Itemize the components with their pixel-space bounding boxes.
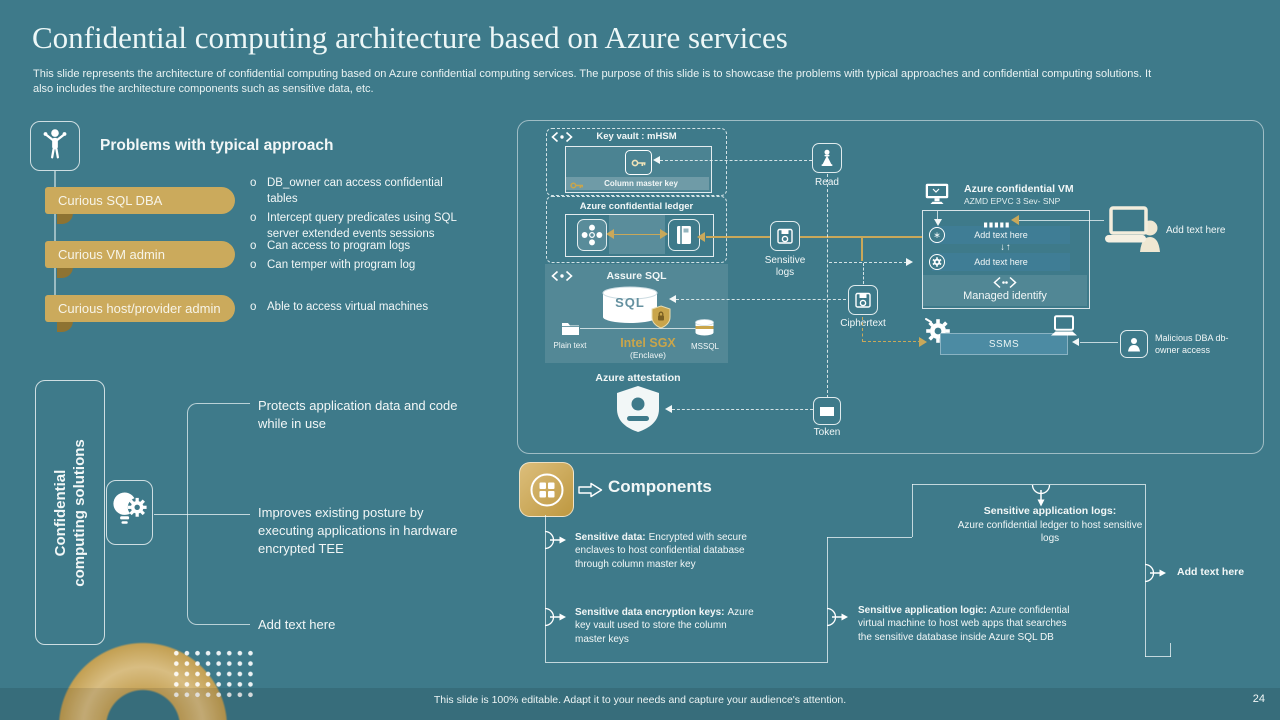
- connector-line: [613, 234, 663, 236]
- vm-service-icon: ∗: [929, 227, 945, 243]
- problems-icon-box: [30, 121, 80, 171]
- sql-label: SQL: [615, 295, 645, 310]
- solution-item: Improves existing posture by executing applications in hardware encrypted TEE: [258, 505, 458, 556]
- ribbon-fold: [57, 321, 73, 332]
- bulb-gear-icon: [109, 484, 151, 541]
- component-lead: Sensitive data:: [575, 532, 646, 543]
- branch-connector: [825, 607, 851, 632]
- vm-title: Azure confidential VM: [964, 183, 1074, 195]
- token-label: Token: [813, 427, 841, 438]
- component-text: Azure key vault used to store the column master keys: [575, 607, 754, 645]
- footer-note: This slide is 100% editable. Adapt it to your needs and capture your audience's attention.: [433, 694, 847, 706]
- assure-sql-title: Assure SQL: [606, 270, 667, 282]
- attestation-title: Azure attestation: [595, 372, 681, 384]
- managed-identity-label: Managed identify: [963, 290, 1047, 302]
- component-text: Azure confidential virtual machine to host web apps that searches the sensitive database inside Azure SQL DB: [858, 605, 1070, 643]
- connector-line: [1014, 220, 1104, 221]
- shield-lock-icon: [651, 305, 671, 334]
- key-button-icon: [625, 150, 652, 175]
- component-item: [858, 604, 1076, 644]
- component-text: Encrypted with secure enclaves to host confidential database through column master key: [575, 532, 747, 570]
- connector-line: [863, 263, 864, 284]
- connector-line: [863, 341, 921, 342]
- connector-line: [580, 328, 696, 329]
- updown-arrows-icon: ↓↑: [1000, 242, 1012, 253]
- connector-line: [912, 484, 913, 537]
- folder-icon: [561, 320, 580, 341]
- problem-points-group: [250, 239, 472, 274]
- branch-connector: [543, 530, 569, 555]
- ciphertext-icon: [848, 285, 878, 315]
- connector-line: [829, 262, 907, 263]
- list-item: [250, 211, 472, 243]
- column-master-key-label: Column master key: [604, 179, 678, 188]
- arrowhead-right: [660, 229, 668, 239]
- problem-pill-host-admin: Curious host/provider admin: [45, 295, 235, 322]
- component-item: [575, 531, 765, 571]
- list-item: [250, 300, 472, 316]
- bullet-text: Intercept query predicates using SQL server extended events sessions: [267, 211, 457, 240]
- connector-line: [154, 514, 250, 515]
- bullet-marker: o: [250, 211, 257, 224]
- connector-line: [827, 537, 912, 538]
- connector-line: [862, 317, 863, 342]
- sensitive-logs-icon: [770, 221, 800, 251]
- bullet-text: DB_owner can access confidential tables: [267, 177, 443, 205]
- arrowhead-left: [1072, 338, 1079, 346]
- arrowhead-left: [1011, 215, 1019, 225]
- vm-row: Add text here: [932, 253, 1070, 271]
- connector-line: [706, 236, 922, 238]
- attestation-shield-icon: [612, 385, 664, 438]
- bullet-marker: o: [250, 240, 257, 252]
- arrowhead-left: [653, 156, 660, 164]
- key-icon: [570, 178, 584, 196]
- connector-line: [545, 662, 828, 663]
- bullet-text: Able to access virtual machines: [267, 301, 429, 313]
- connector-line: [937, 211, 938, 219]
- laptop-person-icon: [1103, 206, 1165, 257]
- mssql-database-icon: [694, 319, 715, 341]
- connector-line: [1080, 342, 1118, 343]
- connector-line: [1170, 643, 1171, 657]
- page-title: Confidential computing architecture based on Azure services: [32, 20, 788, 55]
- bullet-text: Can temper with program log: [267, 258, 416, 271]
- monitor-icon: [925, 183, 949, 211]
- branch-connector: [1143, 563, 1169, 588]
- enclave-label: (Enclave): [630, 350, 666, 360]
- connector-line: [912, 484, 1145, 485]
- component-lead: Sensitive application logic:: [858, 605, 987, 616]
- plain-text-label: Plain text: [553, 341, 587, 350]
- solution-item: Add text here: [258, 617, 336, 632]
- token-icon: [813, 397, 841, 425]
- intel-sgx-label: Intel SGX: [620, 336, 676, 350]
- ciphertext-label: Ciphertext: [840, 318, 886, 329]
- bullet-marker: o: [250, 177, 257, 189]
- component-lead: Add text here: [1177, 566, 1245, 578]
- solutions-icon-box: [106, 480, 153, 545]
- connector-line: [1145, 656, 1171, 657]
- outline-arrow-icon: [577, 480, 604, 505]
- ribbon-fold: [57, 213, 73, 224]
- arrowhead-left: [606, 229, 614, 239]
- bullet-marker: o: [250, 301, 257, 313]
- laptop-add-text-label: Add text here: [1166, 225, 1226, 236]
- masked-password-icon: [984, 216, 1010, 234]
- ribbon-fold: [57, 267, 73, 278]
- key-vault-title: Key vault : mHSM: [596, 131, 677, 142]
- component-item: [575, 606, 755, 646]
- component-item: [948, 505, 1152, 546]
- mssql-label: MSSQL: [690, 342, 719, 351]
- solution-item: Protects application data and code while in use: [258, 398, 458, 431]
- malicious-dba-label: Malicious DBA db- owner access: [1155, 333, 1229, 355]
- list-item: [250, 239, 472, 255]
- problem-pill-vm-admin: Curious VM admin: [45, 241, 235, 268]
- problems-heading: Problems with typical approach: [100, 137, 334, 154]
- component-lead: Sensitive application logs:: [983, 505, 1117, 517]
- read-icon: [812, 143, 842, 173]
- arrowhead-right: [906, 258, 913, 266]
- ledger-book-icon: [668, 219, 700, 251]
- component-item: [1177, 566, 1277, 580]
- branch-connector: [543, 607, 569, 632]
- arrowhead-left: [697, 232, 705, 242]
- token-glyph: [820, 407, 834, 416]
- components-heading: Components: [608, 477, 712, 496]
- read-label: Read: [815, 177, 839, 188]
- slide-description: This slide represents the architecture of confidential computing based on Azure confidential computing services. The purpose of this slide is to showcase the problems with typical approaches and confidential computing solutions. It also includes the architecture components such as sensitive data, etc.: [33, 68, 1152, 95]
- component-lead: Sensitive data encryption keys:: [575, 607, 725, 618]
- person-icon: [1120, 330, 1148, 358]
- list-item: [250, 258, 472, 274]
- page-number: 24: [1252, 693, 1265, 705]
- cluster-nodes-icon: [577, 219, 607, 251]
- solutions-title-box: [35, 380, 105, 645]
- ssms-box: SSMS: [940, 333, 1068, 355]
- connector-line: [827, 537, 828, 662]
- arrowhead-left: [669, 295, 676, 303]
- person-raised-arms-icon: [36, 125, 74, 168]
- problem-points-group: [250, 300, 472, 316]
- bullet-text: Can access to program logs: [267, 240, 411, 252]
- components-puzzle-icon: [519, 462, 574, 517]
- solutions-heading: Confidential computing solutions: [51, 438, 88, 587]
- connector-line: [676, 299, 846, 300]
- bullet-marker: o: [250, 258, 257, 271]
- problem-points-group: [250, 176, 472, 242]
- vm-gear-icon: [929, 254, 945, 270]
- vm-row: Add text here: [932, 226, 1070, 244]
- vm-subtitle: AZMD EPVC 3 Sev- SNP: [964, 196, 1061, 206]
- connector-line: [861, 237, 863, 261]
- component-text: Azure confidential ledger to host sensitive logs: [957, 519, 1143, 545]
- connector-line: [660, 160, 812, 161]
- ledger-title: Azure confidential ledger: [579, 201, 694, 212]
- list-item: [250, 176, 472, 208]
- arrowhead-left: [665, 405, 672, 413]
- connector-line: [827, 174, 828, 398]
- sensitive-logs-label: Sensitive logs: [764, 255, 806, 278]
- problem-pill-sql-dba: Curious SQL DBA: [45, 187, 235, 214]
- arrowhead-down: [934, 219, 942, 226]
- connector-line: [672, 409, 813, 410]
